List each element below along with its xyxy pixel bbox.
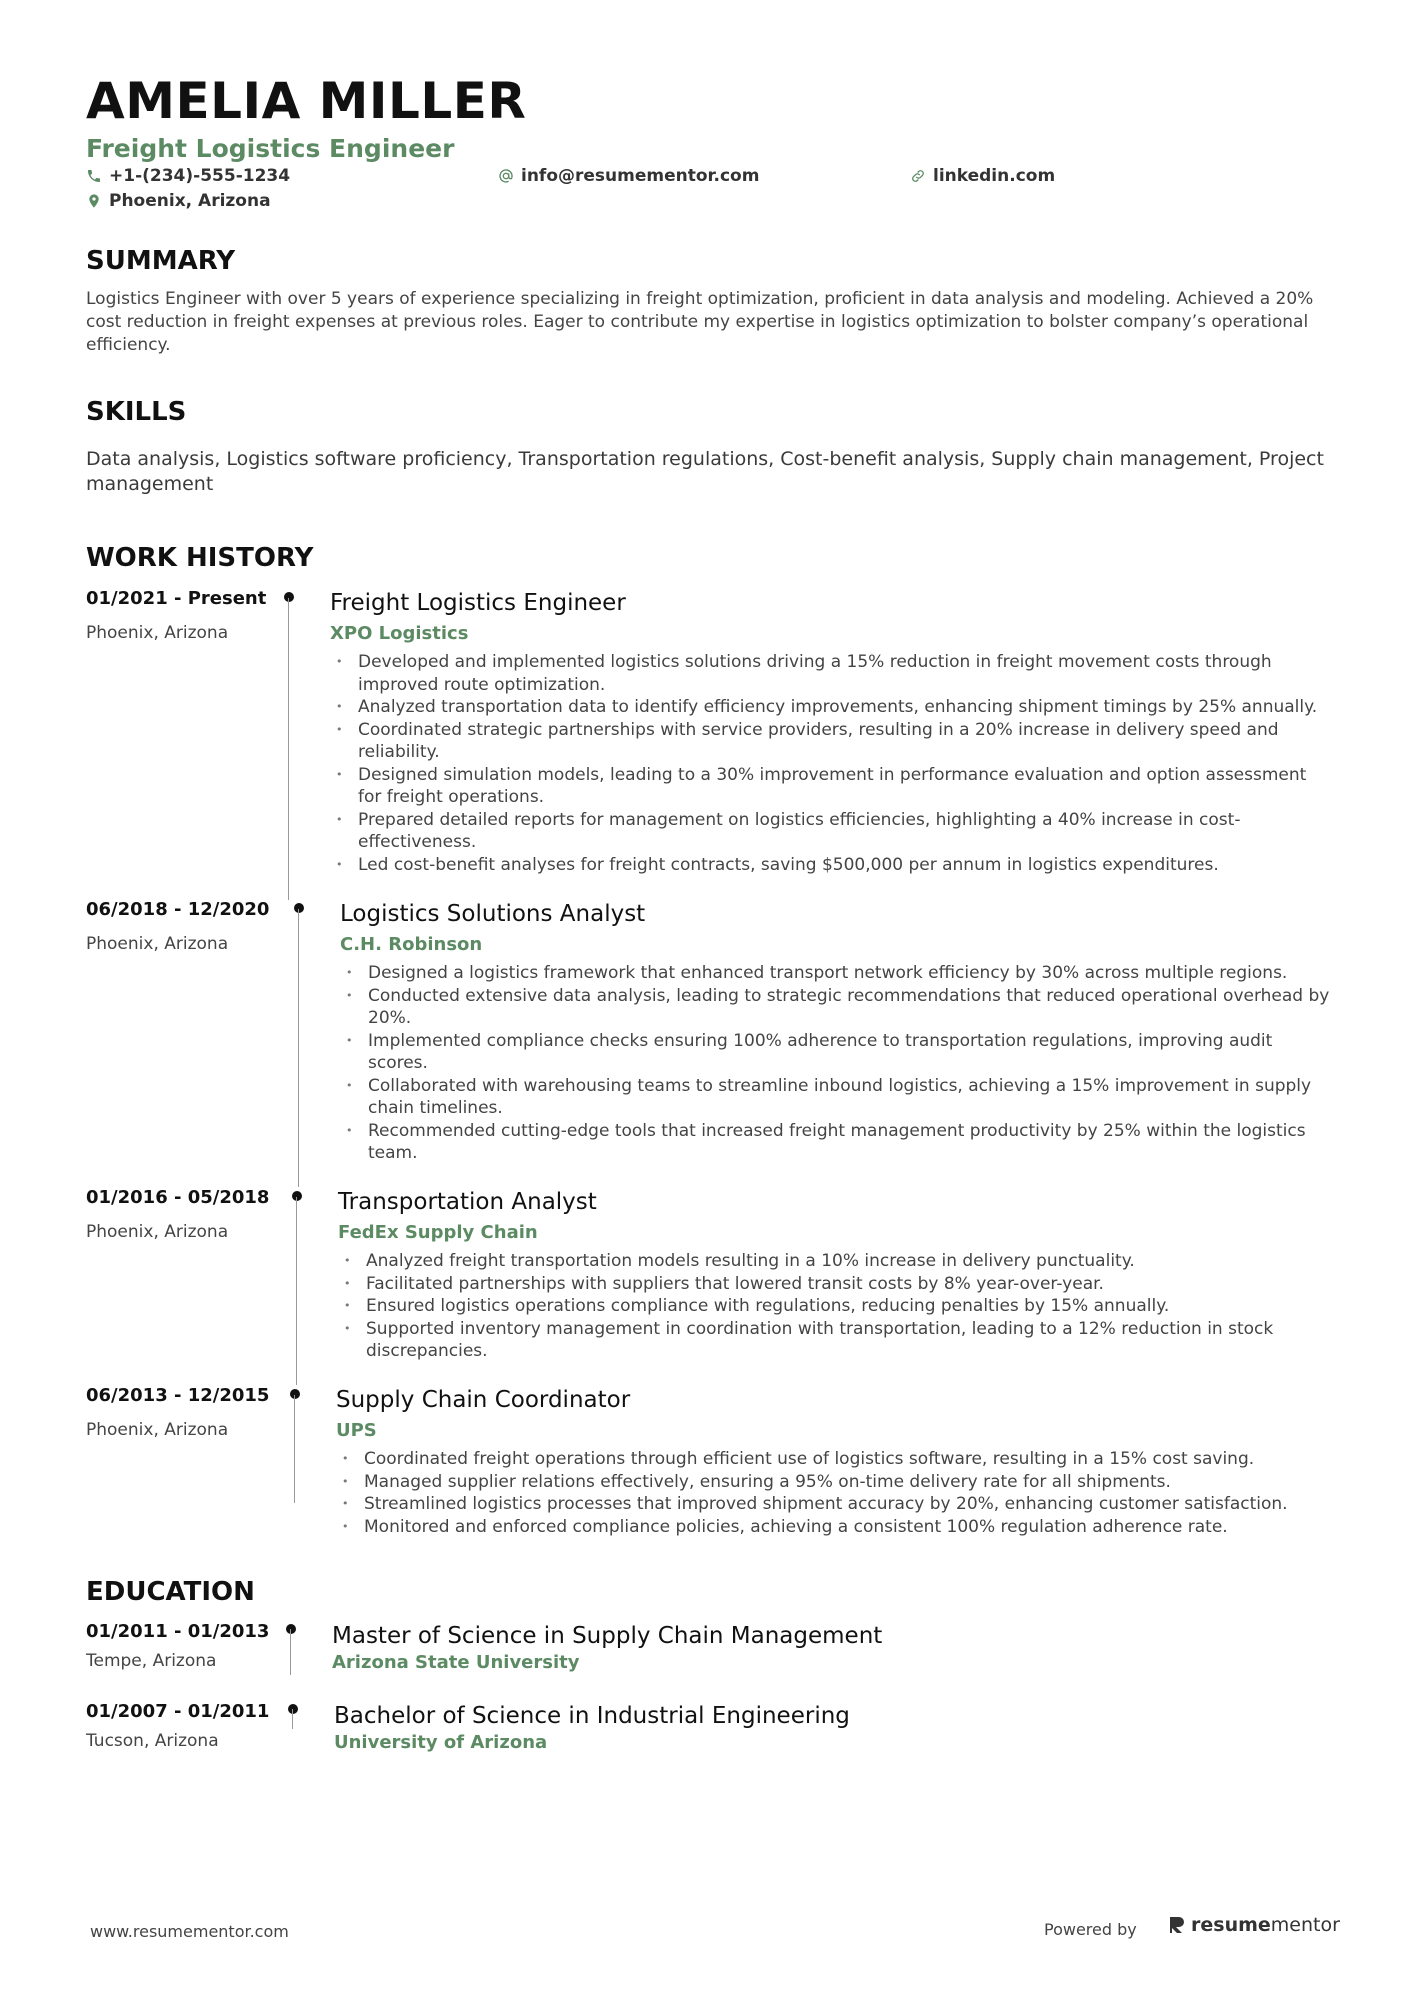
summary-text: Logistics Engineer with over 5 years of experience specializing in freight optimization, proficient in data analysis and modeling. Achieved a 20% cost reduction in freight expenses at previous roles. Eager to contribute my expertise in logistics optimization to bolster company’s operational efficiency. bbox=[86, 289, 1314, 355]
job-bullet: • Designed simulation models, leading to a 30% improvement in performance evaluation and option assessment for freight operations. bbox=[330, 764, 1330, 809]
job-content bbox=[330, 588, 1330, 876]
timeline-line bbox=[288, 598, 289, 900]
summary-heading: SUMMARY bbox=[86, 246, 236, 276]
job-bullet: • Analyzed transportation data to identify efficiency improvements, enhancing shipment timings by 25% annually. bbox=[330, 696, 1330, 719]
job-bullet: • Monitored and enforced compliance policies, achieving a consistent 100% regulation adherence rate. bbox=[336, 1516, 1330, 1539]
job-content bbox=[338, 1187, 1330, 1363]
at-icon bbox=[498, 168, 514, 184]
job-bullet: • Ensured logistics operations compliance with regulations, reducing penalties by 15% annually. bbox=[338, 1295, 1330, 1318]
education-content bbox=[332, 1621, 1322, 1673]
job-role: Freight Logistics Engineer bbox=[330, 590, 626, 616]
job-company: C.H. Robinson bbox=[340, 934, 483, 955]
job-bullet: • Streamlined logistics processes that improved shipment accuracy by 20%, enhancing customer satisfaction. bbox=[336, 1493, 1330, 1516]
education-date: 01/2011 - 01/2013 bbox=[86, 1621, 270, 1642]
timeline-dot bbox=[292, 1191, 302, 1201]
link-icon bbox=[910, 168, 926, 184]
job-date: 01/2021 - Present bbox=[86, 588, 267, 609]
job-bullet: • Facilitated partnerships with suppliers that lowered transit costs by 8% year-over-year. bbox=[338, 1273, 1330, 1296]
phone-text: +1-(234)-555-1234 bbox=[109, 166, 291, 186]
resumementor-logo-icon bbox=[1168, 1915, 1186, 1935]
job-bullet: • Conducted extensive data analysis, leading to strategic recommendations that reduced operational overhead by 20%. bbox=[340, 985, 1330, 1030]
footer-brand-logo[interactable] bbox=[1168, 1914, 1340, 1936]
timeline-dot bbox=[290, 1389, 300, 1399]
job-location: Phoenix, Arizona bbox=[86, 1420, 229, 1440]
skills-text: Data analysis, Logistics software proficiency, Transportation regulations, Cost-benefit analysis, Supply chain management, Project management bbox=[86, 448, 1324, 495]
contact-location bbox=[86, 191, 271, 211]
education-content bbox=[334, 1701, 1324, 1753]
job-bullet: • Prepared detailed reports for management on logistics efficiencies, highlighting a 40% increase in cost-effectiveness. bbox=[330, 809, 1330, 854]
job-bullet: • Implemented compliance checks ensuring 100% adherence to transportation regulations, improving audit scores. bbox=[340, 1030, 1330, 1075]
job-location: Phoenix, Arizona bbox=[86, 623, 229, 643]
resume-page bbox=[86, 0, 1340, 1995]
education-date: 01/2007 - 01/2011 bbox=[86, 1701, 270, 1722]
footer-powered-by: Powered by bbox=[1044, 1920, 1137, 1939]
job-bullets bbox=[338, 1250, 1330, 1363]
job-location: Phoenix, Arizona bbox=[86, 934, 229, 954]
education-school: Arizona State University bbox=[332, 1652, 580, 1673]
job-bullet: • Analyzed freight transportation models resulting in a 10% increase in delivery punctuality. bbox=[338, 1250, 1330, 1273]
footer-website-link[interactable]: www.resumementor.com bbox=[90, 1922, 289, 1941]
skills-heading: SKILLS bbox=[86, 397, 187, 427]
job-bullet: • Recommended cutting-edge tools that increased freight management productivity by 25% within the logistics team. bbox=[340, 1120, 1330, 1165]
education-degree: Bachelor of Science in Industrial Engineering bbox=[334, 1703, 850, 1729]
job-bullet: • Coordinated strategic partnerships with service providers, resulting in a 20% increase in delivery speed and reliability. bbox=[330, 719, 1330, 764]
job-content bbox=[336, 1385, 1330, 1538]
job-bullet: • Developed and implemented logistics solutions driving a 15% reduction in freight movement costs through improved route optimization. bbox=[330, 651, 1330, 696]
job-bullet: • Led cost-benefit analyses for freight contracts, saving $500,000 per annum in logistics expenditures. bbox=[330, 854, 1330, 877]
job-company: UPS bbox=[336, 1420, 377, 1441]
timeline-dot bbox=[284, 592, 294, 602]
job-role: Supply Chain Coordinator bbox=[336, 1387, 631, 1413]
timeline-line bbox=[292, 1709, 293, 1729]
timeline-line bbox=[296, 1197, 297, 1385]
candidate-title: Freight Logistics Engineer bbox=[86, 134, 455, 163]
timeline-dot bbox=[294, 903, 304, 913]
education-heading: EDUCATION bbox=[86, 1577, 255, 1607]
timeline-line bbox=[298, 909, 299, 1187]
location-text: Phoenix, Arizona bbox=[109, 191, 271, 211]
job-role: Transportation Analyst bbox=[338, 1189, 597, 1215]
job-location: Phoenix, Arizona bbox=[86, 1222, 229, 1242]
education-location: Tempe, Arizona bbox=[86, 1651, 217, 1671]
timeline-line bbox=[294, 1395, 295, 1503]
timeline-dot bbox=[288, 1704, 298, 1714]
job-content bbox=[340, 899, 1330, 1165]
job-date: 01/2016 - 05/2018 bbox=[86, 1187, 270, 1208]
linkedin-text[interactable]: linkedin.com bbox=[933, 166, 1056, 186]
job-bullets bbox=[330, 651, 1330, 876]
education-location: Tucson, Arizona bbox=[86, 1731, 219, 1751]
location-pin-icon bbox=[86, 193, 102, 209]
email-text[interactable]: info@resumementor.com bbox=[521, 166, 760, 186]
candidate-name: AMELIA MILLER bbox=[86, 72, 527, 130]
job-bullet: • Designed a logistics framework that enhanced transport network efficiency by 30% across multiple regions. bbox=[340, 962, 1330, 985]
work-history-heading: WORK HISTORY bbox=[86, 543, 314, 573]
job-bullet: • Supported inventory management in coordination with transportation, leading to a 12% reduction in stock discrepancies. bbox=[338, 1318, 1330, 1363]
job-date: 06/2018 - 12/2020 bbox=[86, 899, 270, 920]
job-date: 06/2013 - 12/2015 bbox=[86, 1385, 270, 1406]
job-role: Logistics Solutions Analyst bbox=[340, 901, 646, 927]
education-degree: Master of Science in Supply Chain Management bbox=[332, 1623, 883, 1649]
brand-text-mentor: mentor bbox=[1270, 1914, 1340, 1936]
job-bullets bbox=[340, 962, 1330, 1165]
job-bullet: • Managed supplier relations effectively, ensuring a 95% on-time delivery rate for all shipments. bbox=[336, 1471, 1330, 1494]
contact-email[interactable] bbox=[498, 166, 759, 186]
phone-icon bbox=[86, 168, 102, 184]
contact-linkedin[interactable] bbox=[910, 166, 1055, 186]
job-company: FedEx Supply Chain bbox=[338, 1222, 538, 1243]
contact-phone bbox=[86, 166, 290, 186]
timeline-dot bbox=[286, 1624, 296, 1634]
job-bullet: • Collaborated with warehousing teams to streamline inbound logistics, achieving a 15% improvement in supply chain timelines. bbox=[340, 1075, 1330, 1120]
timeline-line bbox=[290, 1629, 291, 1675]
education-school: University of Arizona bbox=[334, 1732, 548, 1753]
job-bullets bbox=[336, 1448, 1330, 1538]
brand-text-resume: resume bbox=[1191, 1914, 1271, 1936]
job-bullet: • Coordinated freight operations through efficient use of logistics software, resulting in a 15% cost saving. bbox=[336, 1448, 1330, 1471]
job-company: XPO Logistics bbox=[330, 623, 469, 644]
